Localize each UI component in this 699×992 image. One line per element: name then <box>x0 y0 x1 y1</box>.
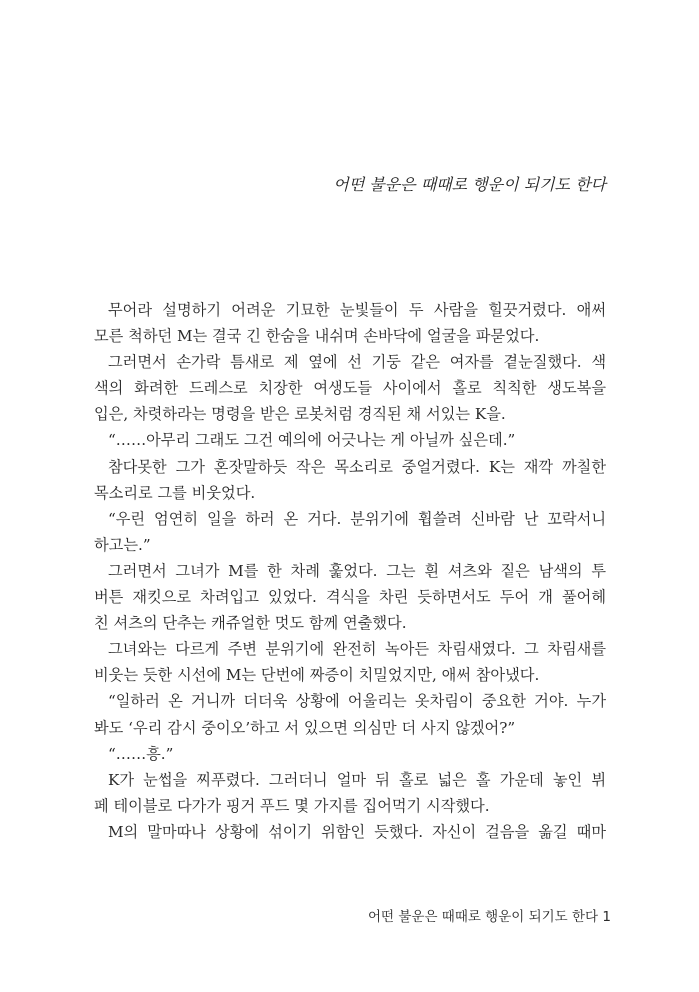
footer-page-number: 1 <box>602 909 611 925</box>
text-line: 참다못한 그가 혼잣말하듯 작은 목소리로 중얼거렸다. K는 재깍 까칠한 <box>108 457 606 476</box>
text-line: M의 말마따나 상황에 섞이기 위함인 듯했다. 자신이 걸음을 옮길 때마 <box>108 822 606 841</box>
text-line: 친 셔츠의 단추는 캐쥬얼한 멋도 함께 연출했다. <box>94 614 407 633</box>
body-text <box>94 297 606 845</box>
text-line: 모른 척하던 M는 결국 긴 한숨을 내쉬며 손바닥에 얼굴을 파묻었다. <box>94 327 540 346</box>
text-line: 목소리로 그를 비웃었다. <box>94 483 256 502</box>
text-line: 하고는.” <box>94 535 151 554</box>
text-line: 버튼 재킷으로 차려입고 있었다. 격식을 차린 듯하면서도 두어 개 풀어헤 <box>94 588 606 607</box>
page-footer <box>368 905 611 925</box>
text-line: 무어라 설명하기 어려운 기묘한 눈빛들이 두 사람을 힐끗거렸다. 애써 <box>108 301 606 319</box>
text-line: “……흥.” <box>108 744 174 763</box>
running-header-title: 어떤 불운은 때때로 행운이 되기도 한다 <box>333 175 606 194</box>
text-line: 그러면서 그녀가 M를 한 차례 훑었다. 그는 흰 셔츠와 짙은 남색의 투 <box>108 561 606 580</box>
text-line: 입은, 차렷하라는 명령을 받은 로봇처럼 경직된 채 서있는 K을. <box>94 405 506 424</box>
text-line: 색의 화려한 드레스로 치장한 여생도들 사이에서 홀로 칙칙한 생도복을 <box>94 379 606 398</box>
text-line: “일하러 온 거니까 더더욱 상황에 어울리는 옷차림이 중요한 거야. 누가 <box>108 692 606 711</box>
text-line: “……아무리 그래도 그건 예의에 어긋나는 게 아닐까 싶은데.” <box>108 431 516 450</box>
text-line: “우린 엄연히 일을 하러 온 거다. 분위기에 휩쓸려 신바람 난 꼬락서니 <box>108 509 606 528</box>
text-line: 페 테이블로 다가가 핑거 푸드 몇 가지를 집어먹기 시작했다. <box>94 796 490 815</box>
text-line: 그러면서 손가락 틈새로 제 옆에 선 기둥 같은 여자를 곁눈질했다. 색 <box>108 353 606 372</box>
footer-running-title: 어떤 불운은 때때로 행운이 되기도 한다 <box>367 909 599 925</box>
text-line: 그녀와는 다르게 주변 분위기에 완전히 녹아든 차림새였다. 그 차림새를 <box>108 640 606 659</box>
text-line: K가 눈썹을 찌푸렸다. 그러더니 얼마 뒤 홀로 넓은 홀 가운데 놓인 뷔 <box>108 770 606 789</box>
text-line: 비웃는 듯한 시선에 M는 단번에 짜증이 치밀었지만, 애써 참아냈다. <box>94 666 540 685</box>
text-line: 봐도 ‘우리 감시 중이오’하고 서 있으면 의심만 더 사지 않겠어?” <box>94 718 516 737</box>
